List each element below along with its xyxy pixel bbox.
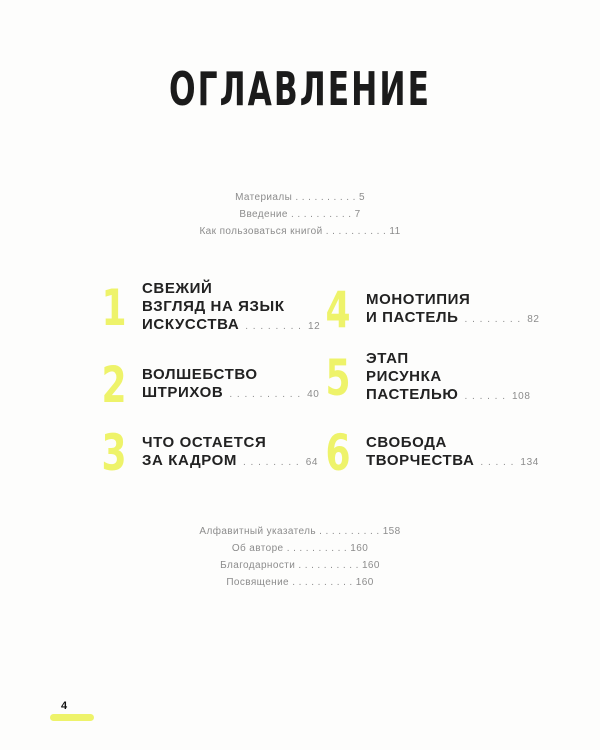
entry-dots: . . . . . . . . . . (283, 543, 351, 554)
chapter-title (142, 434, 318, 472)
chapter-title-line: ВЗГЛЯД НА ЯЗЫК (142, 298, 285, 315)
chapter-page: 82 (527, 314, 540, 325)
chapter-title-line: ЧТО ОСТАЕТСЯ (142, 434, 267, 451)
chapter-dots: . . . . . . . . (243, 457, 300, 468)
entry-page: 5 (358, 192, 365, 203)
chapter-title (366, 291, 540, 329)
entry-page: 11 (389, 226, 401, 237)
chapter-5[interactable] (320, 350, 531, 406)
chapter-number: 1 (101, 279, 127, 337)
entry-dots: . . . . . . . . . . (322, 226, 390, 237)
entry-label: Введение (239, 209, 288, 220)
entry-dots: . . . . . . . . . . (287, 209, 355, 220)
chapter-4[interactable] (320, 281, 540, 339)
back-matter-list (0, 523, 600, 591)
chapter-page: 108 (512, 391, 531, 402)
entry-label: Алфавитный указатель (199, 526, 316, 537)
chapter-page: 12 (307, 321, 321, 332)
chapter-number: 6 (325, 424, 351, 482)
toc-entry-dedication[interactable] (0, 574, 600, 591)
chapter-number: 4 (325, 281, 351, 339)
chapter-title-line: И ПАСТЕЛЬ (366, 309, 459, 326)
front-matter-list (0, 189, 600, 240)
chapter-title-line: СВЕЖИЙ (142, 280, 213, 297)
entry-page: 158 (382, 526, 401, 537)
toc-entry-index[interactable] (0, 523, 600, 540)
entry-label: Материалы (235, 192, 293, 203)
page-number: 4 (61, 700, 68, 712)
toc-entry-acknowledgements[interactable] (0, 557, 600, 574)
chapter-title-line: РИСУНКА (366, 368, 442, 385)
chapter-2[interactable] (96, 356, 320, 414)
toc-entry-how-to-use[interactable] (0, 223, 600, 240)
chapter-title (142, 366, 319, 404)
entry-label: Об авторе (231, 543, 284, 554)
chapter-title-line: ТВОРЧЕСТВА (366, 452, 475, 469)
entry-label: Благодарности (220, 560, 296, 571)
chapter-title-line: МОНОТИПИЯ (366, 291, 471, 308)
chapter-title (366, 434, 539, 472)
chapter-title-line: ЭТАП (366, 350, 409, 367)
entry-dots: . . . . . . . . . . (315, 526, 383, 537)
chapter-page: 64 (305, 457, 319, 468)
entry-page: 160 (361, 560, 380, 571)
chapter-1[interactable] (96, 280, 320, 336)
chapter-title-line: ВОЛШЕБСТВО (142, 366, 258, 383)
entry-page: 160 (355, 577, 374, 588)
chapter-6[interactable] (320, 424, 539, 482)
chapter-dots: . . . . . . . . (245, 321, 302, 332)
chapter-title (366, 350, 531, 406)
entry-dots: . . . . . . . . . . (292, 192, 359, 203)
entry-label: Как пользоваться книгой (199, 226, 323, 237)
chapter-dots: . . . . . . . . . . (229, 389, 302, 400)
chapter-dots: . . . . . (480, 457, 515, 468)
chapter-title (142, 280, 320, 336)
chapter-number: 2 (101, 356, 127, 414)
entry-label: Посвящение (226, 577, 290, 588)
chapter-page: 40 (307, 389, 320, 400)
toc-entry-about-author[interactable] (0, 540, 600, 557)
chapter-page: 134 (520, 457, 539, 468)
entry-page: 7 (354, 209, 361, 220)
chapter-dots: . . . . . . (464, 391, 507, 402)
page-number-highlight (50, 714, 94, 721)
toc-entry-introduction[interactable] (0, 206, 600, 223)
chapter-3[interactable] (96, 424, 319, 482)
page-title: ОГЛАВЛЕНИЕ (168, 62, 432, 116)
chapter-dots: . . . . . . . . (464, 314, 522, 325)
chapter-title-line: ИСКУССТВА (142, 316, 240, 333)
entry-dots: . . . . . . . . . . (289, 577, 356, 588)
entry-page: 160 (350, 543, 369, 554)
entry-dots: . . . . . . . . . . (295, 560, 362, 571)
chapter-title-line: ПАСТЕЛЬЮ (366, 386, 459, 403)
chapter-title-line: ЗА КАДРОМ (142, 452, 237, 469)
chapter-title-line: ШТРИХОВ (142, 384, 224, 401)
chapter-number: 5 (325, 349, 351, 407)
toc-entry-materials[interactable] (0, 189, 600, 206)
chapter-number: 3 (101, 424, 127, 482)
chapter-title-line: СВОБОДА (366, 434, 447, 451)
